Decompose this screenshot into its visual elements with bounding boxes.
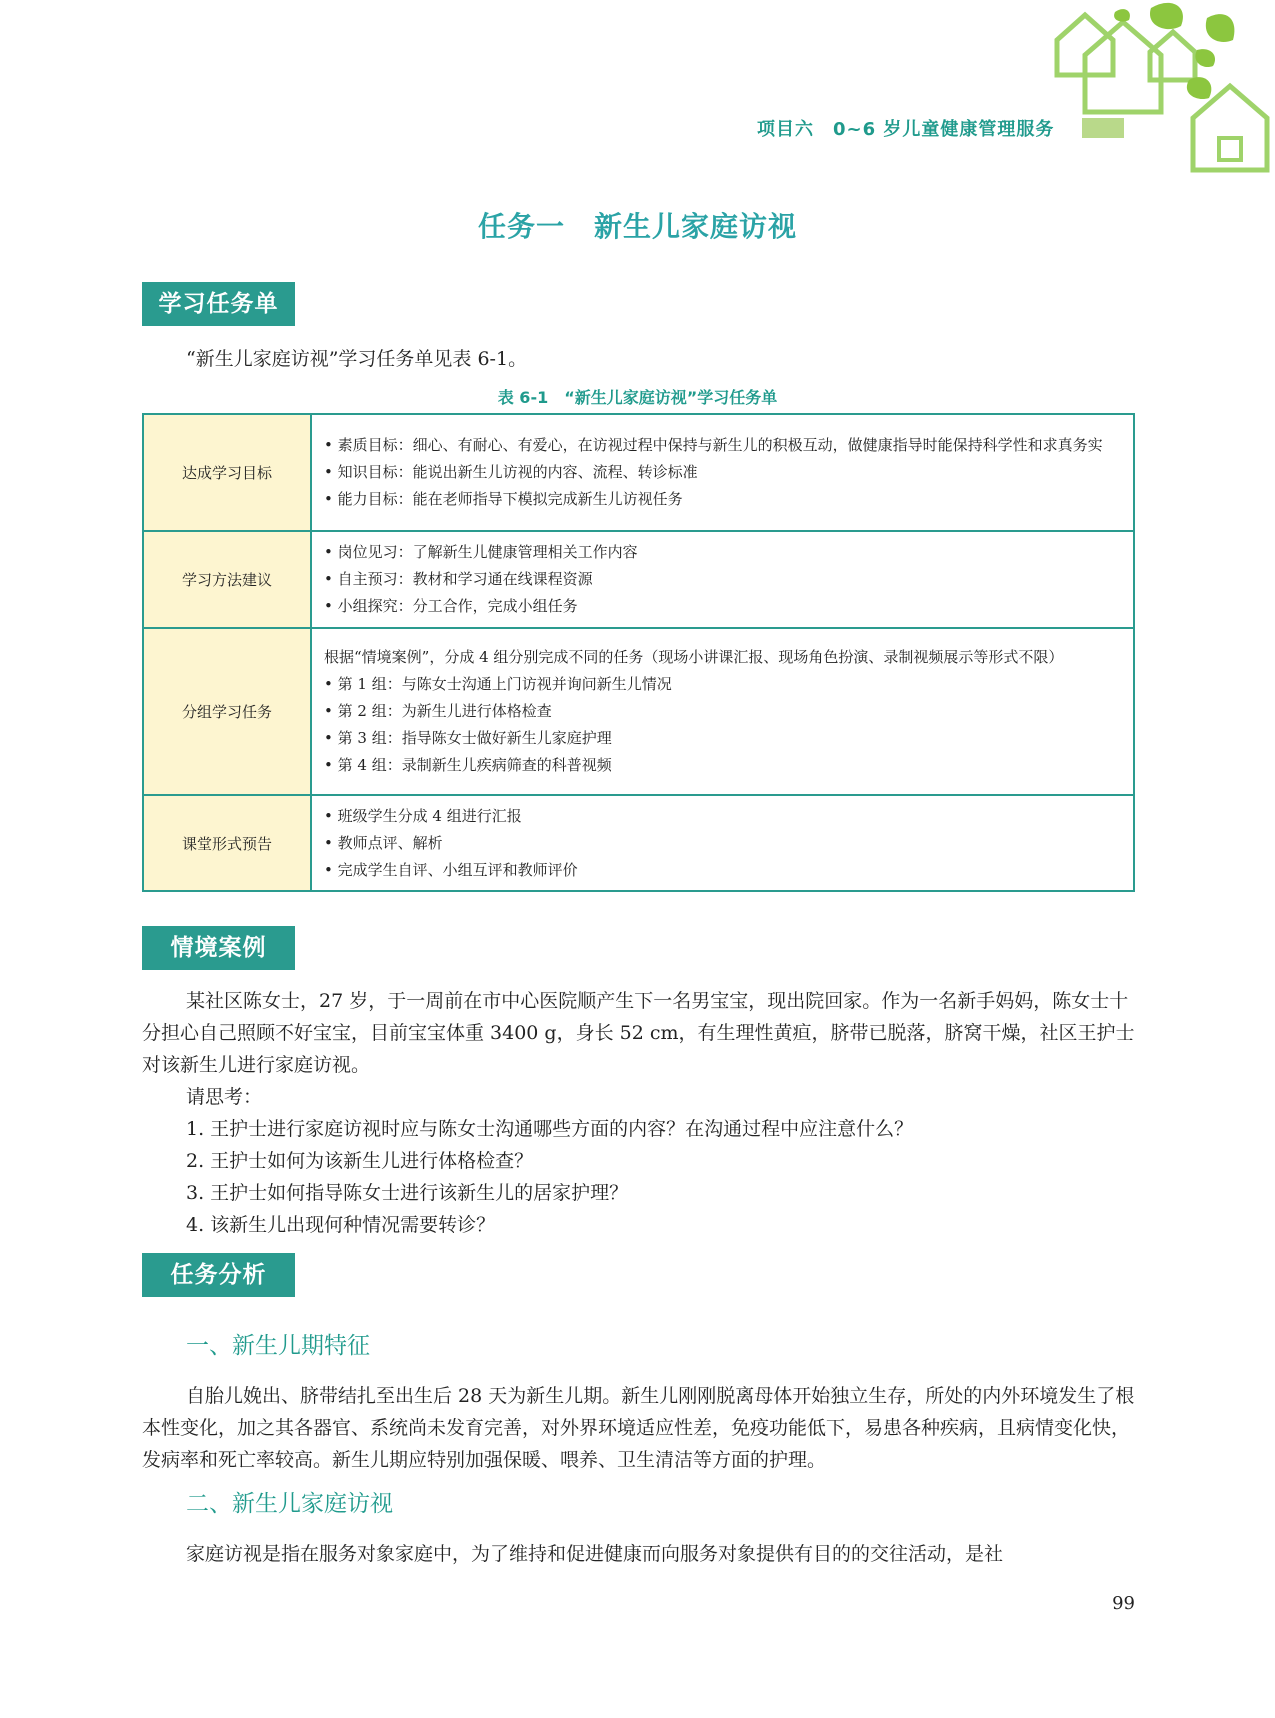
- list-item: • 第 3 组：指导陈女士做好新生儿家庭护理: [324, 729, 612, 747]
- list-item: • 第 1 组：与陈女士沟通上门访视并询问新生儿情况: [324, 675, 672, 693]
- question-item: 2. 王护士如何为该新生儿进行体格检查？: [186, 1150, 534, 1172]
- list-item: • 自主预习：教材和学习通在线课程资源: [324, 570, 593, 588]
- list-item: • 班级学生分成 4 组进行汇报: [324, 806, 522, 825]
- paragraph-home-visit: [142, 1538, 1135, 1570]
- section-tag-analysis: 任务分析: [142, 1253, 295, 1297]
- row-label: 达成学习目标: [143, 414, 311, 531]
- row-label: 课堂形式预告: [143, 795, 311, 891]
- running-header-title: 项目六 0~6 岁儿童健康管理服务: [757, 119, 1055, 140]
- table-caption: 表 6-1 “新生儿家庭访视”学习任务单: [497, 388, 778, 407]
- table-row: [143, 414, 1134, 531]
- list-item: • 教师点评、解析: [324, 833, 443, 852]
- list-item: • 第 2 组：为新生儿进行体格检查: [324, 702, 552, 720]
- question-item: 3. 王护士如何指导陈女士进行该新生儿的居家护理？: [186, 1182, 629, 1204]
- row-label: 分组学习任务: [143, 628, 311, 795]
- list-item: • 素质目标：细心、有耐心、有爱心，在访视过程中保持与新生儿的积极互动，做健康指导时能保持科学性和求真务实: [324, 436, 1103, 454]
- house-leaf-decoration-icon: [975, 0, 1275, 180]
- learning-task-table: [142, 413, 1135, 892]
- case-block: [142, 985, 1135, 1241]
- running-header-bar: [1082, 118, 1124, 138]
- subheading-neonatal-traits: 一、新生儿期特征: [186, 1333, 370, 1359]
- row-label: 学习方法建议: [143, 531, 311, 628]
- case-prompt: 请思考：: [186, 1086, 263, 1108]
- list-item: • 小组探究：分工合作，完成小组任务: [324, 597, 578, 615]
- list-item: • 岗位见习：了解新生儿健康管理相关工作内容: [324, 543, 638, 561]
- paragraph-text: 家庭访视是指在服务对象家庭中，为了维持和促进健康而向服务对象提供有目的的交往活动，是社: [186, 1543, 1004, 1565]
- list-item: • 第 4 组：录制新生儿疾病筛查的科普视频: [324, 756, 612, 774]
- list-item: 根据“情境案例”，分成 4 组分别完成不同的任务（现场小讲课汇报、现场角色扮演、录制视频展示等形式不限）: [324, 648, 1064, 666]
- table-row: [143, 531, 1134, 628]
- task-title: 任务一 新生儿家庭访视: [477, 210, 797, 243]
- section-tag-case: 情境案例: [142, 926, 295, 970]
- list-item: • 知识目标：能说出新生儿访视的内容、流程、转诊标准: [324, 463, 698, 481]
- section-tag-learning-sheet: 学习任务单: [142, 282, 295, 326]
- row-content: [311, 531, 1134, 628]
- question-item: 4. 该新生儿出现何种情况需要转诊？: [186, 1214, 496, 1236]
- paragraph-neonatal-traits: [142, 1380, 1135, 1476]
- intro-text: “新生儿家庭访视”学习任务单见表 6-1。: [186, 348, 528, 370]
- table-row: [143, 628, 1134, 795]
- row-content: [311, 414, 1134, 531]
- page-number: 99: [1112, 1593, 1135, 1614]
- case-text: 某社区陈女士，27 岁，于一周前在市中心医院顺产生下一名男宝宝，现出院回家。作为一名新手妈妈，陈女士十分担心自己照顾不好宝宝，目前宝宝体重 3400 g，身长 52 cm，有生理性黄疸，脐带已脱落，脐窝干燥，社区王护士对该新生儿进行家庭访视。: [142, 990, 1135, 1076]
- list-item: • 完成学生自评、小组互评和教师评价: [324, 860, 578, 879]
- table-row: [143, 795, 1134, 891]
- question-item: 1. 王护士进行家庭访视时应与陈女士沟通哪些方面的内容？在沟通过程中应注意什么？: [186, 1118, 914, 1140]
- row-content: [311, 795, 1134, 891]
- subheading-home-visit: 二、新生儿家庭访视: [186, 1491, 393, 1517]
- row-content: [311, 628, 1134, 795]
- paragraph-text: 自胎儿娩出、脐带结扎至出生后 28 天为新生儿期。新生儿刚刚脱离母体开始独立生存，所处的内外环境发生了根本性变化，加之其各器官、系统尚未发育完善，对外界环境适应性差，免疫功能低下，易患各种疾病，且病情变化快，发病率和死亡率较高。新生儿期应特别加强保暖、喂养、卫生清洁等方面的护理。: [142, 1385, 1135, 1471]
- list-item: • 能力目标：能在老师指导下模拟完成新生儿访视任务: [324, 490, 683, 508]
